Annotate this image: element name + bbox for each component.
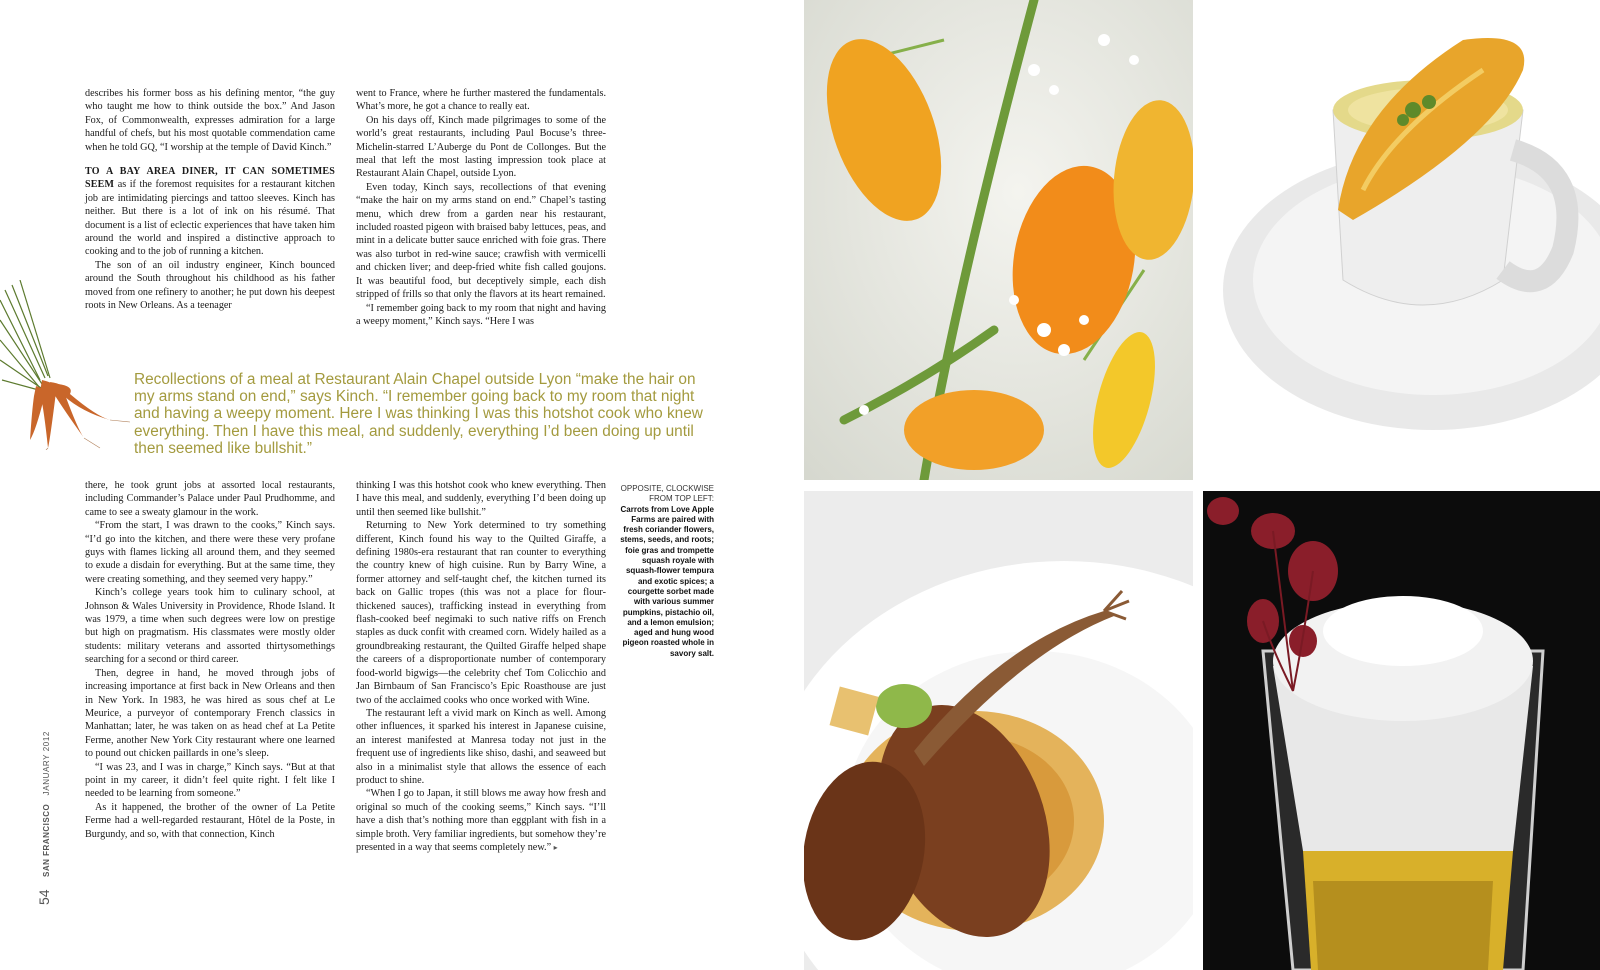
paragraph-text: “When I go to Japan, it still blows me away how fresh and original so much of the cooking seems,” Kinch says. “I’ll have a dish that’s nothing more than eggplant with fish in a simple broth. Very familiar ingredients, but somehow they’re presented in a way that seems completely new.” [356, 788, 606, 853]
paragraph-text: as if the foremost requisites for a restaurant kitchen job are intimidating piercings and tattoo sleeves. Kinch has neither. But there is a lot of ink on his résumé. That document is a list of eclectic experiences that have taken him around the world and inspired a distinctive approach to cooking and to the job of running a kitchen. [85, 179, 335, 258]
page-number: 54 [36, 889, 52, 905]
paragraph: “From the start, I was drawn to the cooks,” Kinch says. “I’d go into the kitchen, and there were these very profane guys with flames licking all around them, and they seemed to exude a disdain for everything. But at the same time, they were creating something, and they seemed very happy.” [85, 520, 335, 585]
paragraph: “I remember going back to my room that night and having a weepy moment,” Kinch says. “Here I was [356, 302, 606, 327]
pull-quote: Recollections of a meal at Restaurant Alain Chapel outside Lyon “make the hair on my arms stand on end,” says Kinch. “I remember going back to my room that night and having a weepy moment. Here I was thinking I was this hotshot cook who knew everything. Then I have this meal, and suddenly, everything I’d been doing up until then seemed like bullshit.” [134, 371, 703, 457]
paragraph: thinking I was this hotshot cook who knew everything. Then I have this meal, and suddenly, everything I’d been doing up until then seemed like bullshit.” [356, 480, 606, 518]
paragraph: Kinch’s college years took him to culinary school, at Johnson & Wales University in Providence, Rhode Island. It was 1979, a time when such degrees were low on prestige but high on pragmatism. His classmates were mostly older students: military veterans and assorted thirtysomethings searching for a second or third career. [85, 587, 335, 666]
photo-sorbet-glass [1203, 491, 1600, 970]
caption-body: Carrots from Love Apple Farms are paired with fresh coriander flowers, stems, seeds, and roots; foie gras and trompette squash royale with squash-flower tempura and exotic spices; a courgette sorbet made with various summer pumpkins, pistachio oil, and a lemon emulsion; aged and hung wood pigeon roasted whole in savory salt. [620, 504, 714, 658]
article-column-a-top [85, 87, 335, 313]
caption-heading: OPPOSITE, CLOCKWISE FROM TOP LEFT: [620, 484, 714, 504]
paragraph: Even today, Kinch says, recollections of that evening “make the hair on my arms stand on end.” Chapel’s tasting menu, which drew from a garden near his restaurant, included roasted pigeon with braised baby lettuces, peas, and mint in a delicate butter sauce enriched with foie gras. There was also turbot in red-wine sauce; crawfish with vermicelli and chicken liver; and deep-fried white fish called goujons. It was beautiful food, but deceptively simple, each dish stripped of frills so that only the flavors at its heart remained. [356, 181, 606, 301]
magazine-name: SAN FRANCISCO [42, 803, 51, 877]
paragraph: The restaurant left a vivid mark on Kinch as well. Among other influences, it sparked his interest in Japanese cuisine, an interest manifested at Manresa today not just in the frequent use of ingredients like shiso, dashi, and seaweed but also in a minimalist style that allows the essence of each product to shine. [356, 707, 606, 786]
article-column-a-bottom [85, 479, 335, 841]
article-column-b-top [356, 87, 606, 328]
paragraph: The son of an oil industry engineer, Kinch bounced around the South throughout his childhood as his father moved from one refinery to another; he put down his deepest roots in New Orleans. As a teenager [85, 259, 335, 312]
issue-date: JANUARY 2012 [42, 731, 51, 796]
paragraph: went to France, where he further mastered the fundamentals. What’s more, he got a chance to really eat. [356, 88, 606, 113]
paragraph-with-lead-in [85, 165, 335, 259]
photo-royale-cup [1203, 0, 1600, 480]
paragraph: there, he took grunt jobs at assorted local restaurants, including Commander’s Palace under Paul Prudhomme, and came to see a sweaty glamour in the work. [85, 480, 335, 518]
paragraph: Returning to New York determined to try something different, Kinch found his way to the Quilted Giraffe, a defining 1980s-era restaurant that ran counter to everything the country knew of high cuisine. Run by Barry Wine, a former attorney and self-taught chef, the kitchen turned its back on Gallic tropes (this was not a place for flour-thickened sauces), trafficking instead in everything from flash-cooked beef negimaki to such native riffs on French staples as duck confit with creamed corn. Widely hailed as a groundbreaking restaurant, the Quilted Giraffe helped shape the careers of a disproportionate number of contemporary food-world bigwigs—the celebrity chef Tom Colicchio and Jan Birnbaum of San Francisco’s Epic Roasthouse are just two of the acclaimed cooks who once worked with Wine. [356, 520, 606, 706]
paragraph: describes his former boss as his defining mentor, “the guy who taught me how to think outside the box.” And Jason Fox, of Commonwealth, expresses admiration for a large handful of chefs, but his most quotable commendation came when he told GQ, “I worship at the temple of David Kinch.” [85, 88, 335, 153]
paragraph: On his days off, Kinch made pilgrimages to some of the world’s great restaurants, including Paul Bocuse’s three-Michelin-starred L’Auberge du Pont de Collonges. But the meal that left the most lasting impression took place at Restaurant Alain Chapel, outside Lyon. [356, 114, 606, 180]
paragraph: As it happened, the brother of the owner of La Petite Ferme had a well-regarded restaurant, Hôtel de la Poste, in Burgundy, and so, with that connection, Kinch [85, 801, 335, 840]
lead-in: TO A BAY AREA DINER, IT CAN SOMETIMES SEEM [85, 166, 335, 191]
photo-roasted-pigeon [804, 491, 1193, 970]
photo-carrots [804, 0, 1193, 480]
paragraph: “I was 23, and I was in charge,” Kinch says. “But at that point in my career, it didn’t feel quite right. I felt like I needed to be learning from someone.” [85, 761, 335, 800]
article-column-b-bottom [356, 479, 606, 854]
end-mark-icon: ▸ [553, 842, 558, 852]
paragraph: Then, degree in hand, he moved through jobs of increasing importance at first back in New Orleans and then in New York. In 1983, he was hired as sous chef at Le Meurice, a purveyor of contemporary French classics in Manhattan; later, he was taken on as head chef at La Petite Ferme, another New York City restaurant where one learned to pound out chicken paillards in one’s sleep. [85, 667, 335, 760]
paragraph-final [356, 787, 606, 854]
photo-caption [620, 484, 714, 659]
